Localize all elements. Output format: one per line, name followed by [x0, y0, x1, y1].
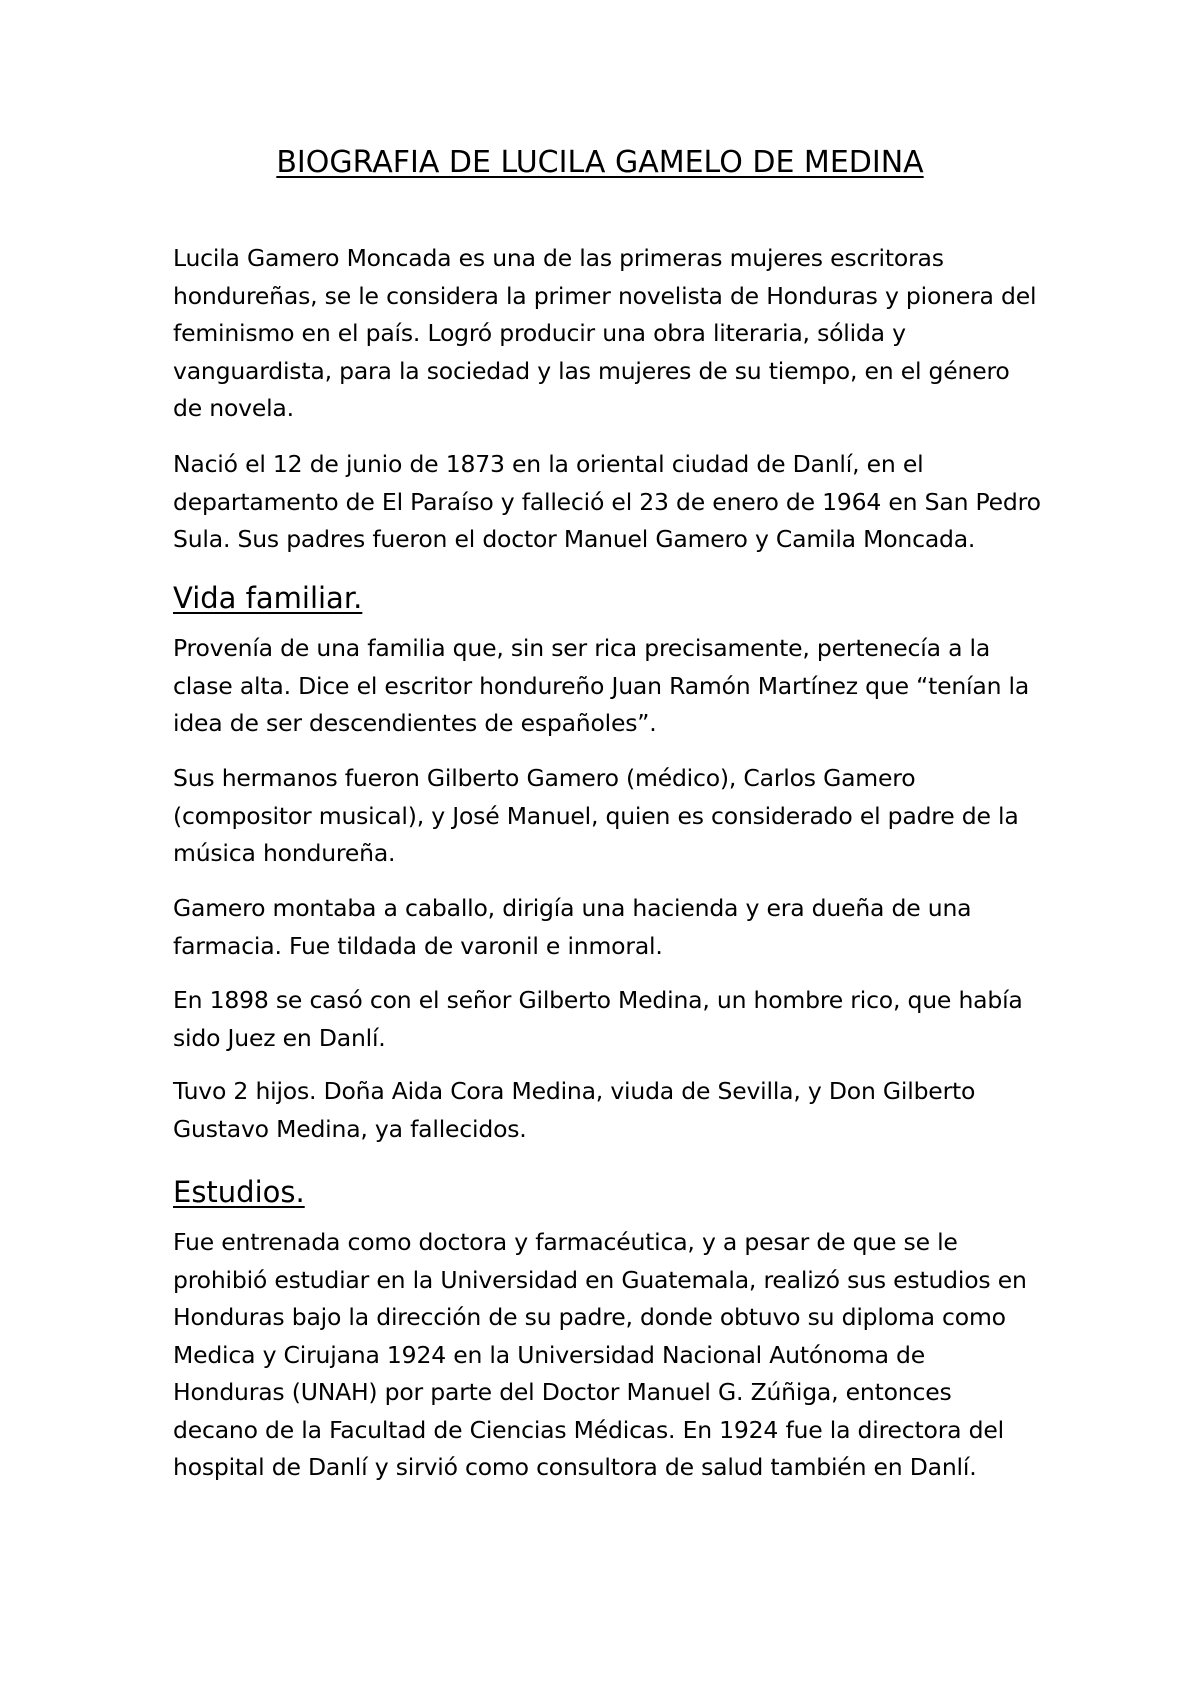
family-paragraph-1-wrap [173, 630, 1043, 743]
studies-paragraph-1: Fue entrenada como doctora y farmacéutica, y a pesar de que se le prohibió estudiar en la Universidad en Guatemala, realizó sus estudios en Honduras bajo la dirección de su padre, donde obtuvo su diploma como Medica y Cirujana 1924 en la Universidad Nacional Autónoma de Honduras (UNAH) por parte del Doctor Manuel G. Zúñiga, entonces decano de la Facultad de Ciencias Médicas. En 1924 fue la directora del hospital de Danlí y sirvió como consultora de salud también en Danlí. [173, 1228, 1027, 1481]
section-heading-studies: Estudios. [173, 1175, 305, 1209]
studies-heading-wrap [173, 1172, 1043, 1212]
family-paragraph-3-wrap [173, 890, 1043, 965]
family-paragraph-4-wrap [173, 982, 1043, 1057]
intro-paragraph-2: Nació el 12 de junio de 1873 en la oriental ciudad de Danlí, en el departamento de El Paraíso y falleció el 23 de enero de 1964 en San Pedro Sula. Sus padres fueron el doctor Manuel Gamero y Camila Moncada. [173, 450, 1041, 553]
intro-section [173, 240, 1043, 428]
family-paragraph-2-wrap [173, 760, 1043, 873]
family-paragraph-1: Provenía de una familia que, sin ser rica precisamente, pertenecía a la clase alta. Dice el escritor hondureño Juan Ramón Martínez que “tenían la idea de ser descendientes de españoles”. [173, 634, 1030, 737]
section-heading-family: Vida familiar. [173, 581, 363, 615]
family-heading-wrap [173, 578, 1043, 618]
document-title: BIOGRAFIA DE LUCILA GAMELO DE MEDINA [276, 145, 924, 180]
intro-paragraph-1: Lucila Gamero Moncada es una de las primeras mujeres escritoras hondureñas, se le considera la primer novelista de Honduras y pionera del feminismo en el país. Logró producir una obra literaria, sólida y vanguardista, para la sociedad y las mujeres de su tiempo, en el género de novela. [173, 244, 1037, 422]
intro-section-2 [173, 446, 1043, 559]
family-paragraph-5-wrap [173, 1073, 1043, 1148]
family-paragraph-2: Sus hermanos fueron Gilberto Gamero (médico), Carlos Gamero (compositor musical), y José Manuel, quien es considerado el padre de la música hondureña. [173, 764, 1019, 867]
family-paragraph-4: En 1898 se casó con el señor Gilberto Medina, un hombre rico, que había sido Juez en Danlí. [173, 986, 1023, 1052]
studies-paragraph-1-wrap [173, 1224, 1043, 1487]
family-paragraph-5: Tuvo 2 hijos. Doña Aida Cora Medina, viuda de Sevilla, y Don Gilberto Gustavo Medina, ya fallecidos. [173, 1077, 976, 1143]
family-paragraph-3: Gamero montaba a caballo, dirigía una hacienda y era dueña de una farmacia. Fue tildada de varonil e inmoral. [173, 894, 972, 960]
